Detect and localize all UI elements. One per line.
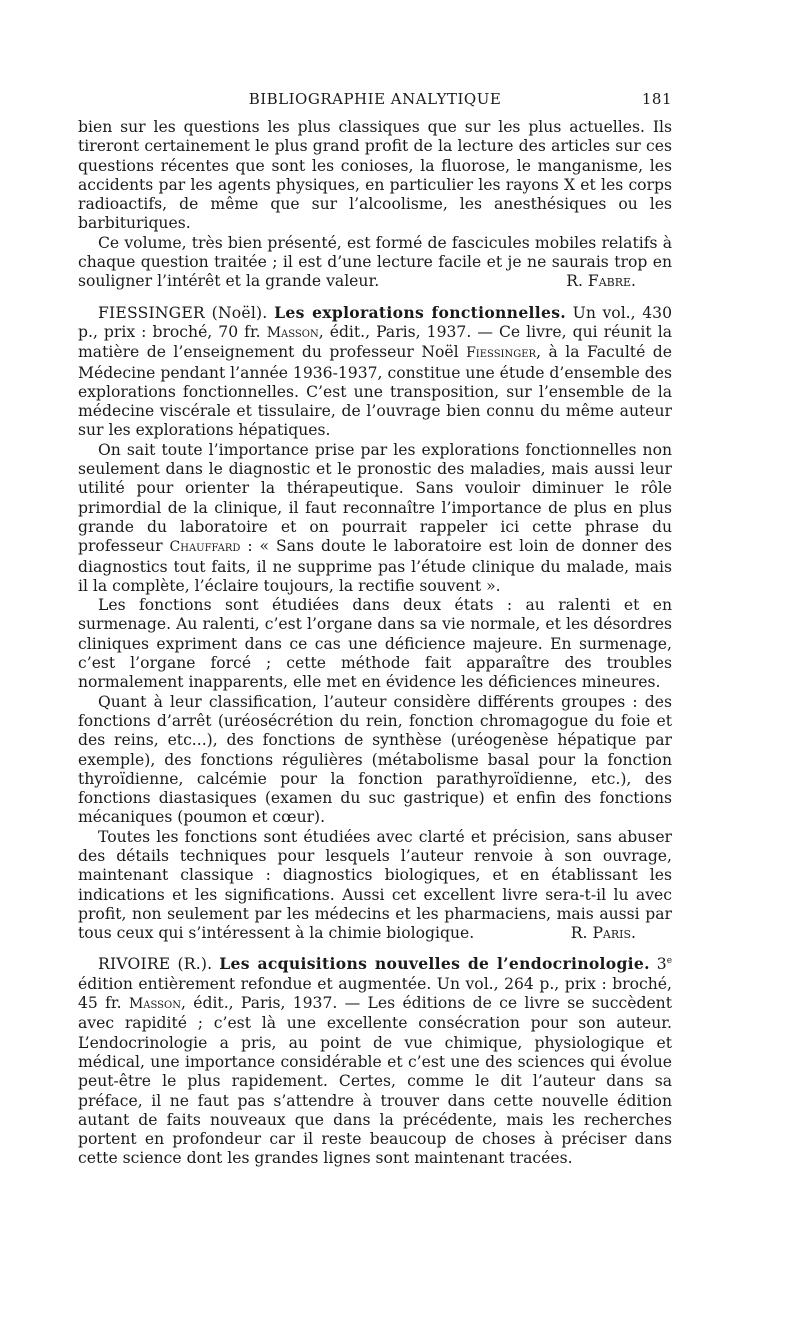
running-head-title: BIBLIOGRAPHIE ANALYTIQUE (248, 90, 502, 108)
cited-name: Chauffard (169, 539, 241, 556)
book-title: Les explorations fonctionnelles. (274, 302, 567, 322)
review-paragraph: Quant à leur classification, l’auteur considère différents groupes : des fonctions d’arrêt (uréosécrétion du rein, fonction chromagogue du foie et des reins, etc...), des fonctions de synthèse (uréogenèse hépatique par exemple), des fonctions régulières (métabolisme basal pour la fonction thyroïdienne, calcémie pour la fonction parathyroïdienne, etc.), des fonctions diastasiques (examen du suc gastrique) et enfin des fonctions mécaniques (poumon et cœur). (78, 692, 672, 827)
review-text: , édit., Paris, 1937. — Ce livre, qui réunit la matière de l’enseignement du professeur Noël (78, 322, 672, 362)
review-rivoire-entry (78, 954, 672, 1168)
edition-superscript: e (666, 956, 673, 967)
publisher-name: Masson (128, 996, 181, 1013)
publication-details: Un vol., 430 p., prix : broché, 70 fr. (78, 303, 672, 341)
signature-initial: R. (570, 924, 588, 943)
review-text: On sait toute l’importance prise par les explorations fonctionnelles non seulement dans le diagnostic et le pronostic des maladies, mais aussi leur utilité pour orienter la thérapeutique. Sans vouloir diminuer le rôle primordial de la clinique, il faut reconnaître l’importance de plus en plus grande du laboratoire et on pourrait rappeler ici cette phrase du professeur (78, 440, 672, 556)
review-paragraph (78, 441, 672, 596)
review-text: Toutes les fonctions sont étudiées avec clarté et précision, sans abuser des détails techniques pour lesquels l’auteur renvoie à son ouvrage, maintenant classique : diagnostics biologiques, et en établissant les indications et les significations. Aussi cet excellent livre sera-t-il lu avec profit, non seulement par les médecins et les pharmaciens, mais aussi par tous ceux qui s’intéressent à la chimie biologique. (78, 827, 672, 943)
page-number: 181 (641, 90, 672, 108)
review-fabre-end-paragraph: bien sur les questions les plus classiques que sur les plus actuelles. Ils tireront certainement le plus grand profit de la lecture des articles sur ces questions récentes que sont les conioses, la fluorose, le manganisme, les accidents par les agents physiques, en particulier les rayons X et les corps radioactifs, de même que sur l’alcoolisme, les anesthésiques ou les barbituriques. (78, 118, 672, 233)
review-text: : « Sans doute le laboratoire est loin de donner des diagnostics tout faits, il ne supprime pas l’étude clinique du malade, mais il la complète, l’éclaire toujours, la rectifie souvent ». (78, 537, 672, 595)
signature-name: Fabre. (587, 272, 636, 291)
book-title: Les acquisitions nouvelles de l’endocrinologie. (219, 954, 650, 974)
review-fiessinger-entry (78, 303, 672, 441)
signature-name: Paris. (592, 924, 636, 943)
review-fabre-closing-text: Ce volume, très bien présenté, est formé de fascicules mobiles relatifs à chaque question traitée ; il est d’une lecture facile et je ne saurais trop en souligner l’intérêt et la grande valeur. (78, 233, 672, 291)
review-author: RIVOIRE (R.). (98, 955, 213, 974)
professor-name: Fiessinger (466, 345, 537, 362)
page-body (78, 118, 672, 1169)
edition-number: 3 (656, 955, 667, 974)
signature-fabre (546, 272, 636, 291)
review-text: , édit., Paris, 1937. — Les éditions de ce livre se succèdent avec rapidité ; c’est là une excellente consécration pour son auteur. L’endocrinologie a pris, au point de vue chimique, physiologique et médical, une importance considérable et c’est une des sciences qui évolue peut-être le plus rapidement. Certes, comme le dit l’auteur dans sa préface, il ne faut pas s’attendre à trouver dans cette nouvelle édition autant de faits nouveaux que dans la précédente, mais les recherches portent en profondeur car il reste beaucoup de choses à préciser dans cette science dont les grandes lignes sont maintenant tracées. (78, 994, 672, 1168)
review-fabre-closing-paragraph (78, 234, 672, 292)
publisher-name: Masson (266, 324, 319, 341)
review-paragraph: Les fonctions sont étudiées dans deux états : au ralenti et en surmenage. Au ralenti, c’est l’organe dans sa vie normale, et les désordres cliniques expriment dans ce cas une déficience majeure. En surmenage, c’est l’organe forcé ; cette méthode fait apparaître des troubles normalement inapparents, elle met en évidence les déficiences mineures. (78, 596, 672, 692)
review-author: FIESSINGER (Noël). (98, 303, 268, 322)
signature-initial: R. (566, 272, 583, 291)
signature-paris (551, 924, 636, 943)
review-text: , à la Faculté de Médecine pendant l’année 1936-1937, constitue une étude d’ensemble des explorations fonctionnelles. C’est une transposition, sur l’ensemble de la médecine viscérale et tissulaire, de l’ouvrage bien connu du même auteur sur les explorations hépatiques. (78, 343, 672, 440)
review-paragraph (78, 828, 672, 944)
publication-details: édition entièrement refondue et augmentée. Un vol., 264 p., prix : broché, 45 fr. (78, 974, 672, 1013)
